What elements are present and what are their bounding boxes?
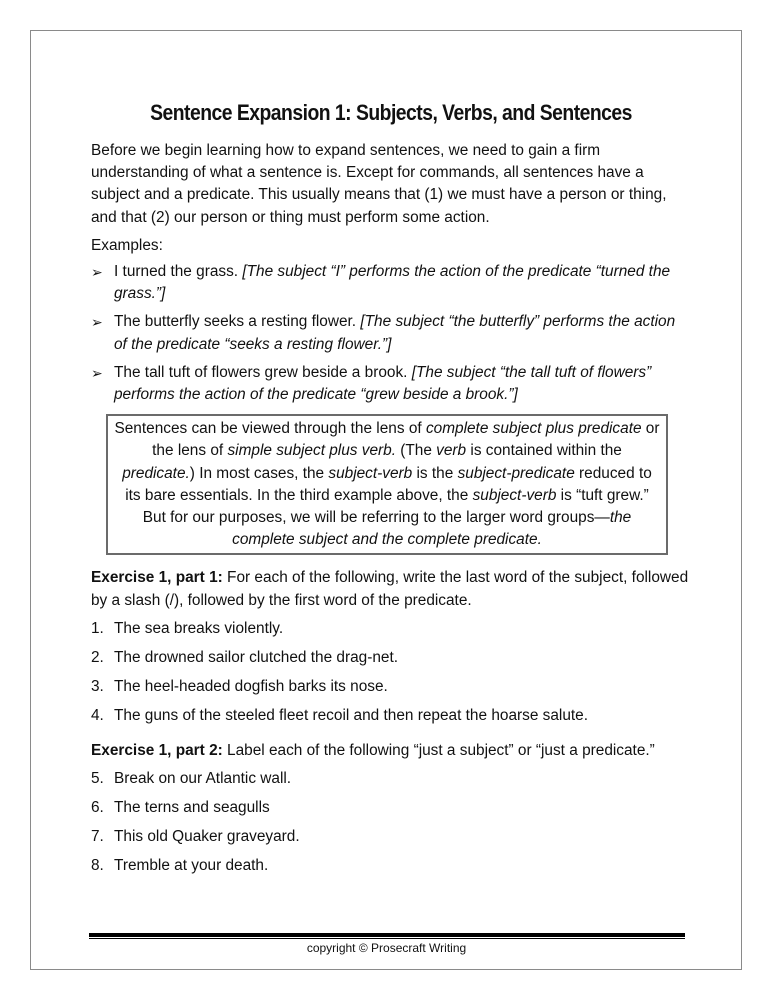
exercise-part2-instructions [91, 740, 691, 762]
exercise-item [91, 797, 691, 819]
note-text: (The [395, 442, 437, 460]
exercise-part2-list [91, 768, 691, 878]
exercise-part1-instructions [91, 567, 691, 611]
exercise-item [91, 705, 691, 727]
note-box [106, 414, 668, 555]
note-text: Sentences can be viewed through the lens of [114, 420, 426, 438]
item-text: This old Quaker graveyard. [114, 828, 300, 846]
example-sentence: I turned the grass. [114, 263, 239, 281]
footer-rule-thin [89, 938, 685, 939]
arrow-bullet-icon: ➢ [91, 264, 103, 281]
example-item [91, 311, 691, 355]
item-text: The sea breaks violently. [114, 619, 284, 637]
note-emphasis: verb [436, 442, 467, 460]
example-sentence: The tall tuft of flowers grew beside a brook. [114, 363, 408, 381]
example-item [91, 261, 691, 305]
exercise-item [91, 826, 691, 848]
note-emphasis: simple subject plus verb. [227, 442, 396, 460]
exercise-part2-label: Exercise 1, part 2: [91, 741, 223, 759]
exercise-item [91, 676, 691, 698]
note-emphasis: the complete subject and the complete predicate. [232, 509, 632, 549]
item-text: The terns and seagulls [114, 799, 270, 817]
document-content [91, 96, 691, 885]
note-text: reduced to its bare essentials. In the third example above, the [125, 464, 652, 504]
footer-copyright: copyright © Prosecraft Writing [306, 941, 467, 955]
note-text: or the lens of [152, 420, 660, 460]
exercise-item [91, 768, 691, 790]
exercise-item [91, 647, 691, 669]
footer-rule-thick [89, 933, 685, 937]
note-emphasis: subject-verb [328, 464, 413, 482]
example-explanation: [The subject “the tall tuft of flowers” performs the action of the predicate “grew beside a brook.”] [114, 363, 652, 404]
item-text: Break on our Atlantic wall. [114, 769, 292, 787]
example-sentence: The butterfly seeks a resting flower. [114, 313, 357, 331]
exercise-part1-label: Exercise 1, part 1: [91, 569, 223, 587]
exercise-item [91, 855, 691, 877]
note-emphasis: subject-predicate [457, 464, 575, 482]
examples-label: Examples: [91, 236, 163, 254]
item-number: 2. [91, 649, 104, 667]
item-number: 8. [91, 857, 104, 875]
item-text: The drowned sailor clutched the drag-net. [114, 649, 399, 667]
arrow-bullet-icon: ➢ [91, 314, 103, 331]
examples-list [91, 261, 691, 406]
arrow-bullet-icon: ➢ [91, 364, 103, 381]
item-number: 5. [91, 769, 104, 787]
note-emphasis: subject-verb [472, 486, 557, 504]
note-emphasis: complete subject plus predicate [425, 420, 642, 438]
note-text: ) In most cases, the [189, 464, 329, 482]
item-number: 4. [91, 707, 104, 725]
item-text: The guns of the steeled fleet recoil and then repeat the hoarse salute. [114, 707, 589, 725]
item-text: The heel-headed dogfish barks its nose. [114, 678, 388, 696]
exercise-item [91, 618, 691, 640]
note-text: is the [412, 464, 458, 482]
note-emphasis: predicate. [122, 464, 190, 482]
item-number: 3. [91, 678, 104, 696]
note-text: is contained within the [466, 442, 622, 460]
note-text: is “tuft grew.” But for our purposes, we will be referring to the larger word groups— [142, 486, 649, 527]
item-number: 6. [91, 799, 104, 817]
item-number: 7. [91, 828, 104, 846]
intro-paragraph: Before we begin learning how to expand sentences, we need to gain a firm understanding of what a sentence is. Except for commands, all sentences have a subject and a predicate. This usually means that (1) we must have a person or thing, and that (2) our person or thing must perform some action. [91, 142, 667, 226]
page-title: Sentence Expansion 1: Subjects, Verbs, and Sentences [150, 100, 632, 125]
exercise-part1-text: For each of the following, write the last word of the subject, followed by a slash (/), followed by the first word of the predicate. [91, 569, 689, 609]
item-number: 1. [91, 619, 104, 637]
exercise-part2-text: Label each of the following “just a subject” or “just a predicate.” [222, 741, 655, 759]
exercise-part1-list [91, 618, 691, 728]
example-explanation: [The subject “the butterfly” performs the action of the predicate “seeks a resting flower.”] [114, 313, 676, 353]
example-item [91, 362, 691, 406]
example-explanation: [The subject “I” performs the action of the predicate “turned the grass.”] [114, 263, 671, 303]
item-text: Tremble at your death. [114, 857, 269, 875]
